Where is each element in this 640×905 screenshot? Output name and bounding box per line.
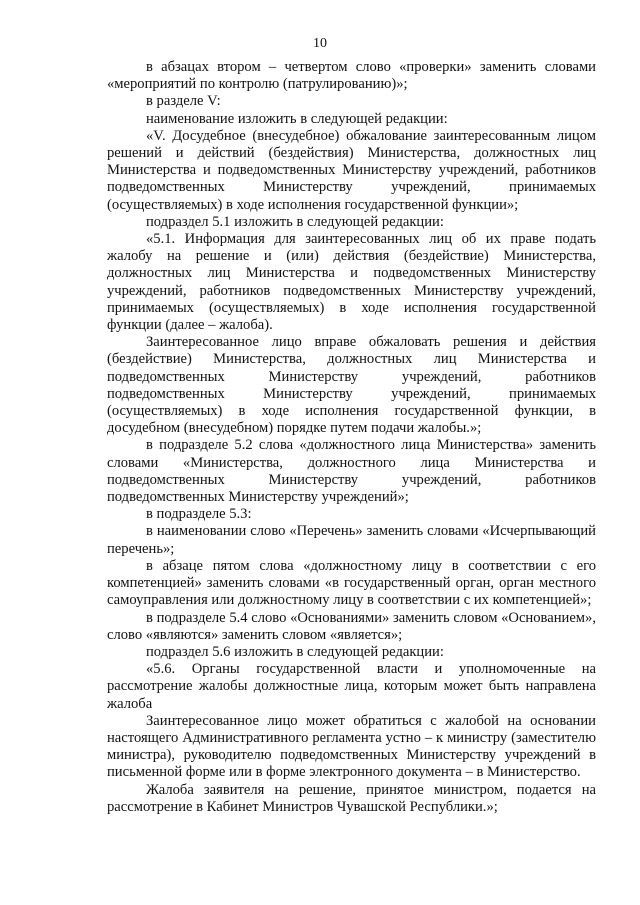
paragraph: Жалоба заявителя на решение, принятое министром, подается на рассмотрение в Кабинет Министров Чувашской Республики.»; [107,781,596,815]
paragraph: «5.1. Информация для заинтересованных лиц об их праве подать жалобу на решение и (или) действия (бездействие) Министерства, должностных лиц Министерства и подведомственных Министерству учреждений, работников подведомственных Министерству учреждений, принимаемых (осуществляемых) в ходе исполнения государственной функции (далее – жалоба). [107,231,596,334]
paragraph: подраздел 5.1 изложить в следующей редакции: [146,213,444,230]
page-number: 10 [313,36,327,51]
paragraph: «5.6. Органы государственной власти и уполномоченные на рассмотрение жалобы должностные лица, которым может быть направлена жалоба [107,661,596,712]
paragraph: Заинтересованное лицо может обратиться с жалобой на основании настоящего Административного регламента устно – к министру (заместителю министра), руководителю подведомственных Министерству учреждений в письменной форме или в форме электронного документа – в Министерство. [107,712,596,781]
paragraph: в подразделе 5.3: [146,506,252,523]
paragraph: «V. Досудебное (внесудебное) обжалование заинтересованным лицом решений и действий (бездействия) Министерства, должностных лиц Министерства и подведомственных Министерству учреждений, работников подведомственных Министерству учреждений, принимаемых (осуществляемых) в ходе исполнения государственной функции»; [107,127,596,213]
paragraph: подраздел 5.6 изложить в следующей редакции: [146,643,444,660]
paragraph: наименование изложить в следующей редакции: [146,110,448,127]
paragraph: в подразделе 5.2 слова «должностного лица Министерства» заменить словами «Министерства, должностного лица Министерства и подведомственных Министерству учреждений, работников подведомственных Министерству учреждений»; [107,437,596,506]
paragraph: в абзаце пятом слова «должностному лицу в соответствии с его компетенцией» заменить словами «в государственный орган, орган местного самоуправления или должностному лицу в соответствии с их компетенцией»; [107,557,596,609]
paragraph: в наименовании слово «Перечень» заменить словами «Исчерпывающий перечень»; [107,523,596,557]
paragraph: в подразделе 5.4 слово «Основаниями» заменить словом «Основанием», слово «являются» заменить словом «является»; [107,609,596,643]
paragraph: в абзацах втором – четвертом слово «проверки» заменить словами «мероприятий по контролю (патрулированию)»; [107,59,596,93]
paragraph: в разделе V: [146,93,221,110]
document-body [107,59,596,816]
paragraph: Заинтересованное лицо вправе обжаловать решения и действия (бездействие) Министерства, должностных лиц Министерства и подведомственных Министерству учреждений, работников подведомственных Министерству учреждений, принимаемых (осуществляемых) в ходе исполнения государственной функции, в досудебном (внесудебном) порядке путем подачи жалобы.»; [107,334,596,437]
